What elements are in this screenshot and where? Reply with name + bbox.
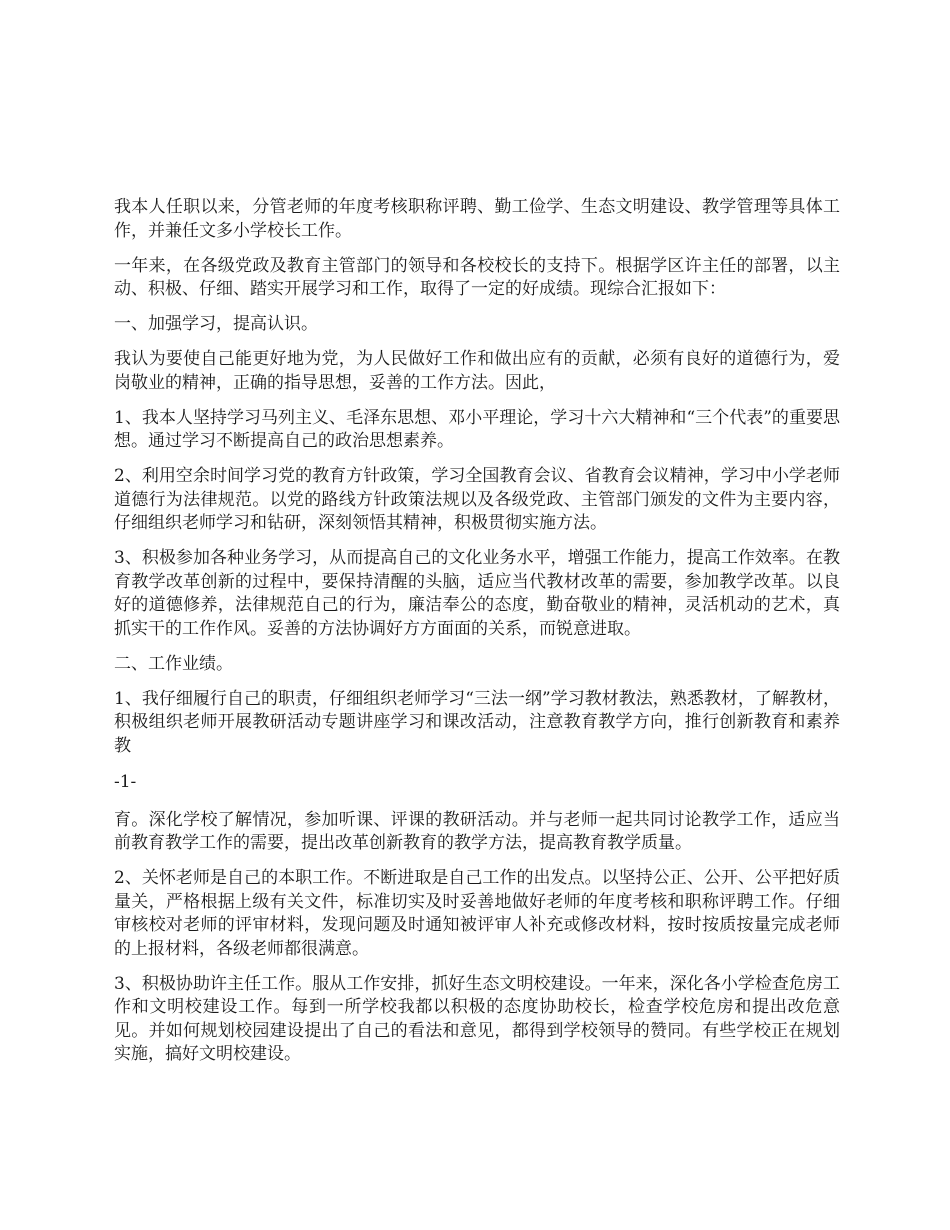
- paragraph-achievement-item-3: 3、积极协助许主任工作。服从工作安排，抓好生态文明校建设。一年来，深化各小学检查危房工作和文明校建设工作。每到一所学校我都以积极的态度协助校长，检查学校危房和提出改危意见。并如何规划校园建设提出了自己的看法和意见，都得到学校领导的赞同。有些学校正在规划实施，搞好文明校建设。: [114, 973, 840, 1064]
- paragraph-study-item-2: 2、利用空余时间学习党的教育方针政策，学习全国教育会议、省教育会议精神，学习中小学老师道德行为法律规范。以党的路线方针政策法规以及各级党政、主管部门颁发的文件为主要内容，仔细组织老师学习和钻研，深刻领悟其精神，积极贯彻实施方法。: [114, 466, 840, 533]
- paragraph-study-intro: 我认为要使自己能更好地为党，为人民做好工作和做出应有的贡献，必须有良好的道德行为，爱岗敬业的精神，正确的指导思想，妥善的工作方法。因此，: [114, 349, 840, 393]
- document-body: [114, 196, 840, 1067]
- paragraph-intro: 我本人任职以来，分管老师的年度考核职称评聘、勤工俭学、生态文明建设、教学管理等具体工作，并兼任文多小学校长工作。: [114, 197, 840, 241]
- section-heading-achievements: 二、工作业绩。: [114, 653, 233, 674]
- section-heading-study: 一、加强学习，提高认识。: [114, 314, 318, 334]
- paragraph-study-item-1: 1、我本人坚持学习马列主义、毛泽东思想、邓小平理论，学习十六大精神和“三个代表”的重要思想。通过学习不断提高自己的政治思想素养。: [114, 407, 840, 451]
- paragraph-achievement-item-1-continued: 育。深化学校了解情况，参加听课、评课的教研活动。并与老师一起共同讨论教学工作，适应当前教育教学工作的需要，提出改革创新教育的教学方法，提高教育教学质量。: [114, 809, 840, 853]
- paragraph-achievement-item-2: 2、关怀老师是自己的本职工作。不断进取是自己工作的出发点。以坚持公正、公开、公平把好质量关，严格根据上级有关文件，标准切实及时妥善地做好老师的年度考核和职称评聘工作。仔细审核校对老师的评审材料，发现问题及时通知被评审人补充或修改材料，按时按质按量完成老师的上报材料，各级老师都很满意。: [114, 868, 840, 959]
- page-number: -1-: [114, 772, 137, 792]
- paragraph-summary: 一年来，在各级党政及教育主管部门的领导和各校校长的支持下。根据学区许主任的部署，以主动、积极、仔细、踏实开展学习和工作，取得了一定的好成绩。现综合汇报如下：: [114, 255, 840, 299]
- paragraph-study-item-3: 3、积极参加各种业务学习，从而提高自己的文化业务水平，增强工作能力，提高工作效率。在教育教学改革创新的过程中，要保持清醒的头脑，适应当代教材改革的需要，参加教学改革。以良好的道德修养，法律规范自己的行为，廉洁奉公的态度，勤奋敬业的精神，灵活机动的艺术，真抓实干的工作作风。妥善的方法协调好方方面面的关系，而锐意进取。: [114, 548, 840, 639]
- paragraph-achievement-item-1: 1、我仔细履行自己的职责，仔细组织老师学习“三法一纲”学习教材教法，熟悉教材，了解教材，积极组织老师开展教研活动专题讲座学习和课改活动，注意教育教学方向，推行创新教育和素养教: [114, 688, 840, 756]
